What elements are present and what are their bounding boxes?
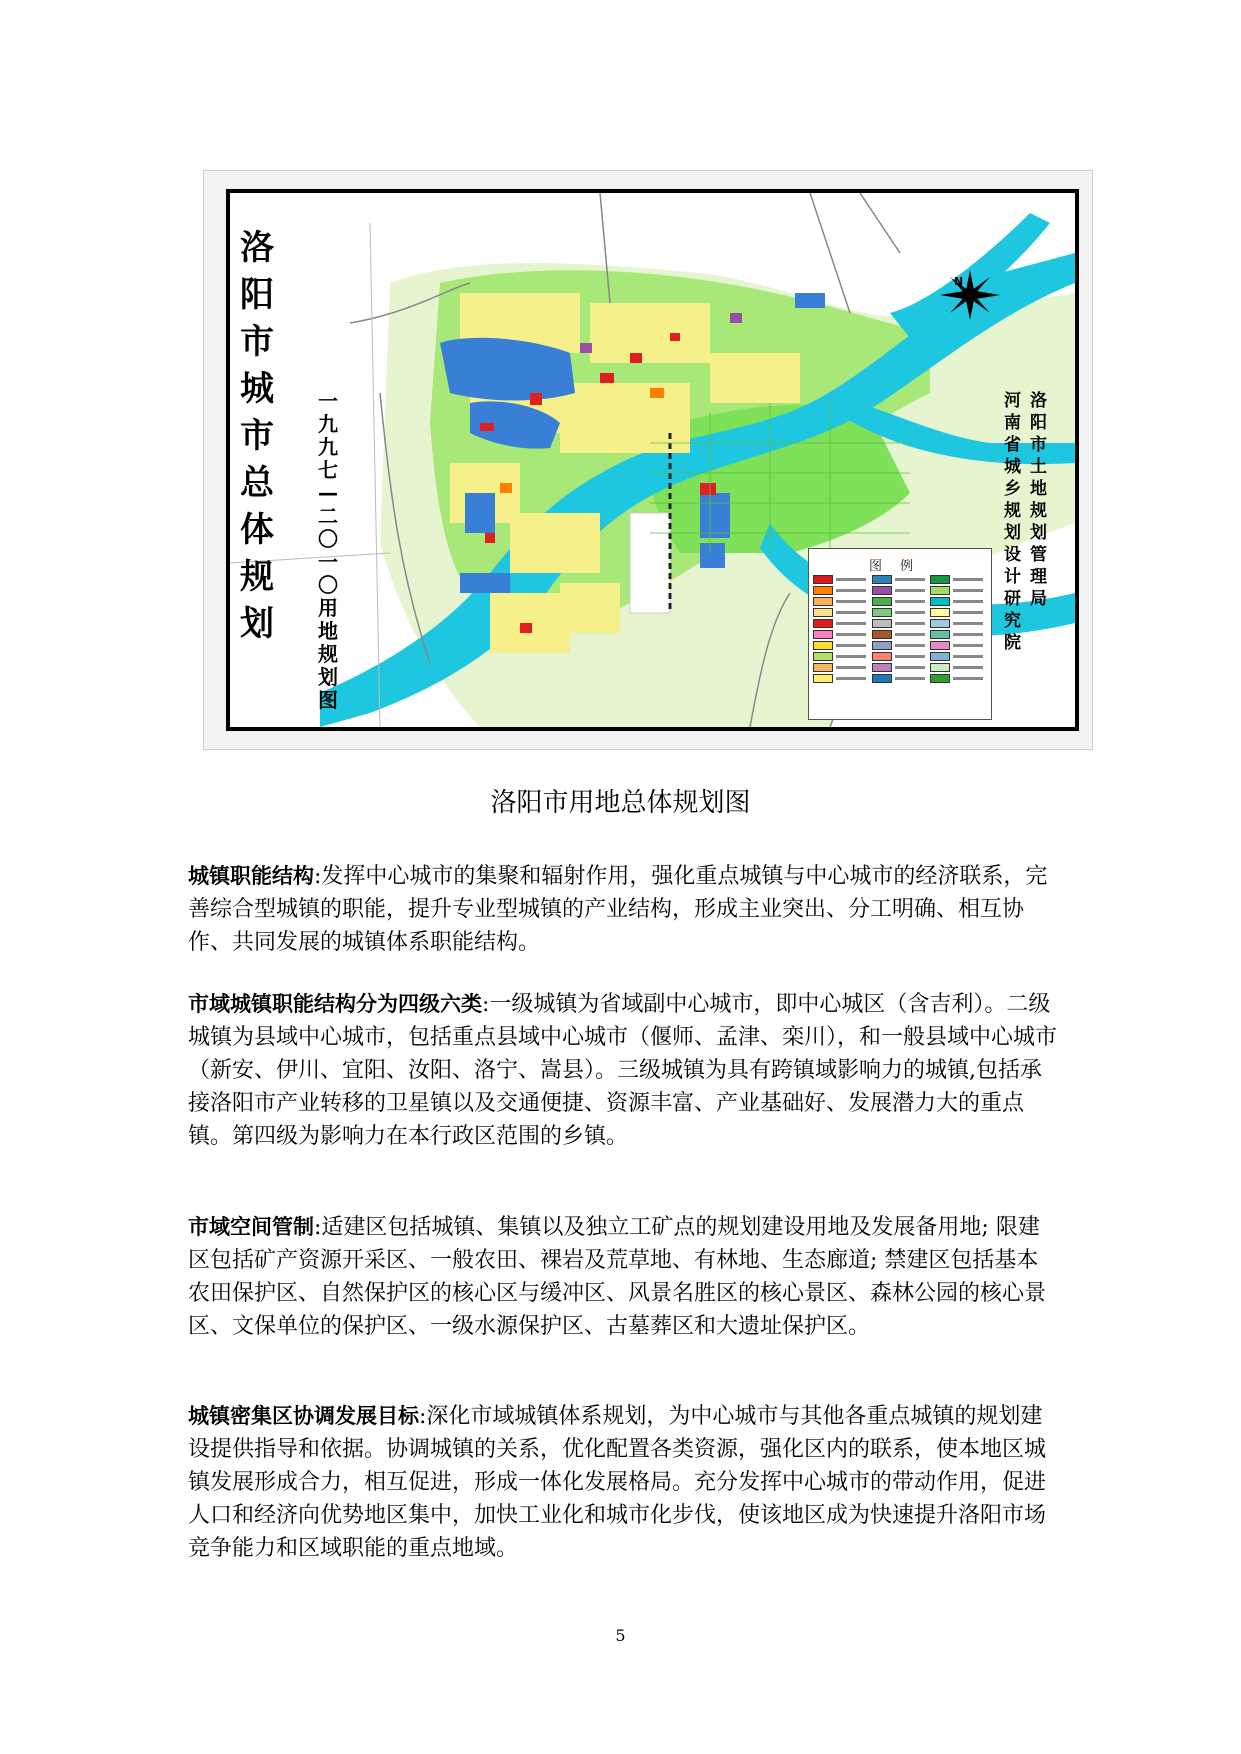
legend-item — [930, 575, 987, 583]
legend-item — [872, 663, 929, 671]
legend-label-placeholder — [953, 611, 983, 614]
legend-swatch — [813, 619, 833, 628]
legend-label-placeholder — [895, 644, 925, 647]
legend-label-placeholder — [953, 633, 983, 636]
legend-swatch — [813, 608, 833, 617]
legend-label-placeholder — [895, 655, 925, 658]
legend-item — [930, 674, 987, 682]
legend-item — [813, 663, 870, 671]
section-heading: 市域空间管制 — [188, 1215, 314, 1239]
legend-item — [930, 630, 987, 638]
legend-swatch — [872, 674, 892, 683]
legend-item — [872, 630, 929, 638]
legend-item — [813, 619, 870, 627]
legend-swatch — [930, 630, 950, 639]
legend-label-placeholder — [953, 578, 983, 581]
legend-label-placeholder — [953, 589, 983, 592]
north-label: N — [954, 275, 964, 288]
legend-item — [813, 674, 870, 682]
legend-item — [930, 652, 987, 660]
legend-item — [872, 597, 929, 605]
page-number: 5 — [615, 1626, 626, 1645]
legend-label-placeholder — [953, 622, 983, 625]
legend-swatch — [813, 674, 833, 683]
land-use-map-figure — [203, 170, 1093, 750]
section-body: 一级城镇为省域副中心城市，即中心城区（含吉利）。二级城镇为县域中心城市，包括重点县域中心城市（偃师、孟津、栾川），和一般县域中心城市（新安、伊川、宜阳、汝阳、洛宁、嵩县）。三级城镇为具有跨镇域影响力的城镇,包括承接洛阳市产业转移的卫星镇以及交通便捷、资源丰富、产业基础好、发展潜力大的重点镇。第四级为影响力在本行政区范围的乡镇。 — [188, 992, 1058, 1149]
figure-caption: 洛阳市用地总体规划图 — [490, 788, 751, 818]
legend-label-placeholder — [836, 578, 866, 581]
legend-swatch — [930, 641, 950, 650]
section-body: 适建区包括城镇、集镇以及独立工矿点的规划建设用地及发展备用地; 限建区包括矿产资源开采区、一般农田、裸岩及荒草地、有林地、生态廊道; 禁建区包括基本农田保护区、自然保护区的核心区与缓冲区、风景名胜区的核心景区、森林公园的核心景区、文保单位的保护区、一级水源保护区、古墓葬区和大遗址保护区。 — [188, 1215, 1047, 1339]
legend-swatch — [813, 630, 833, 639]
map-title: 洛 阳 市 城 市 总 体 规 划 — [240, 228, 274, 644]
legend-item — [930, 586, 987, 594]
legend-swatch — [813, 586, 833, 595]
legend-item — [930, 608, 987, 616]
legend-swatch — [872, 575, 892, 584]
legend-swatch — [930, 597, 950, 606]
map-frame — [226, 189, 1079, 731]
legend-label-placeholder — [836, 655, 866, 658]
legend-label-placeholder — [895, 611, 925, 614]
legend-swatch — [872, 619, 892, 628]
legend-swatch — [930, 674, 950, 683]
legend-swatch — [872, 663, 892, 672]
legend-grid — [813, 575, 987, 682]
legend-swatch — [872, 586, 892, 595]
legend-item — [872, 608, 929, 616]
legend-item — [872, 674, 929, 682]
section-heading: 城镇职能结构 — [188, 864, 314, 888]
legend-item — [930, 663, 987, 671]
legend-swatch — [930, 652, 950, 661]
legend-label-placeholder — [895, 666, 925, 669]
legend-item — [813, 575, 870, 583]
legend-swatch — [813, 575, 833, 584]
legend-swatch — [930, 575, 950, 584]
legend-label-placeholder — [836, 666, 866, 669]
map-organization-institute: 河 南 省 城 乡 规 划 设 计 研 究 院 — [1004, 391, 1021, 653]
legend-item — [872, 586, 929, 594]
legend-label-placeholder — [953, 655, 983, 658]
legend-item — [813, 630, 870, 638]
section-body: 深化市域城镇体系规划，为中心城市与其他各重点城镇的规划建设提供指导和依据。协调城镇的关系，优化配置各类资源，强化区内的联系，使本地区城镇发展形成合力，相互促进，形成一体化发展格局。充分发挥中心城市的带动作用，促进人口和经济向优势地区集中，加快工业化和城市化步伐，使该地区成为快速提升洛阳市场竞争能力和区域职能的重点地域。 — [188, 1404, 1047, 1561]
legend-item — [930, 641, 987, 649]
section-heading: 城镇密集区协调发展目标 — [188, 1404, 419, 1428]
legend-label-placeholder — [836, 611, 866, 614]
section-heading: 市域城镇职能结构分为四级六类 — [188, 992, 482, 1016]
legend-label-placeholder — [836, 622, 866, 625]
map-organization-bureau: 洛 阳 市 土 地 规 划 管 理 局 — [1030, 391, 1047, 609]
legend-label-placeholder — [836, 600, 866, 603]
legend-item — [872, 641, 929, 649]
legend-swatch — [930, 619, 950, 628]
legend-swatch — [930, 663, 950, 672]
heading-separator: : — [419, 1404, 427, 1429]
legend-swatch — [813, 641, 833, 650]
legend-label-placeholder — [953, 600, 983, 603]
legend-label-placeholder — [895, 622, 925, 625]
legend-item — [872, 619, 929, 627]
section-four-levels-six-types — [188, 988, 1058, 1153]
legend-swatch — [813, 597, 833, 606]
heading-separator: : — [314, 864, 322, 889]
legend-label-placeholder — [836, 633, 866, 636]
map-subtitle: 一 九 九 七 — 二 〇 一 〇 用 地 规 划 图 — [318, 389, 338, 712]
legend-item — [872, 652, 929, 660]
legend-label-placeholder — [895, 578, 925, 581]
legend-label-placeholder — [953, 644, 983, 647]
legend-label-placeholder — [953, 677, 983, 680]
legend-item — [813, 608, 870, 616]
legend-swatch — [813, 663, 833, 672]
legend-label-placeholder — [953, 666, 983, 669]
legend-label-placeholder — [836, 589, 866, 592]
legend-swatch — [930, 608, 950, 617]
legend-label-placeholder — [895, 633, 925, 636]
legend-swatch — [872, 597, 892, 606]
section-town-function-structure — [188, 860, 1058, 959]
section-spatial-control — [188, 1211, 1058, 1343]
legend-item — [813, 597, 870, 605]
legend-item — [872, 575, 929, 583]
north-arrow-icon — [920, 265, 1020, 325]
legend-label-placeholder — [895, 677, 925, 680]
legend-title: 图例 — [869, 559, 932, 574]
legend-item — [813, 641, 870, 649]
section-body: 发挥中心城市的集聚和辐射作用，强化重点城镇与中心城市的经济联系，完善综合型城镇的职能，提升专业型城镇的产业结构，形成主业突出、分工明确、相互协作、共同发展的城镇体系职能结构。 — [188, 864, 1048, 955]
legend-swatch — [930, 586, 950, 595]
map-legend — [808, 548, 992, 720]
legend-swatch — [872, 641, 892, 650]
legend-swatch — [872, 608, 892, 617]
heading-separator: : — [482, 992, 490, 1017]
legend-label-placeholder — [895, 589, 925, 592]
legend-swatch — [813, 652, 833, 661]
legend-item — [813, 586, 870, 594]
legend-item — [930, 619, 987, 627]
legend-swatch — [872, 652, 892, 661]
legend-label-placeholder — [836, 644, 866, 647]
section-coordinated-development — [188, 1400, 1058, 1565]
heading-separator: : — [314, 1215, 322, 1240]
legend-item — [813, 652, 870, 660]
legend-label-placeholder — [836, 677, 866, 680]
legend-swatch — [872, 630, 892, 639]
legend-item — [930, 597, 987, 605]
legend-label-placeholder — [895, 600, 925, 603]
